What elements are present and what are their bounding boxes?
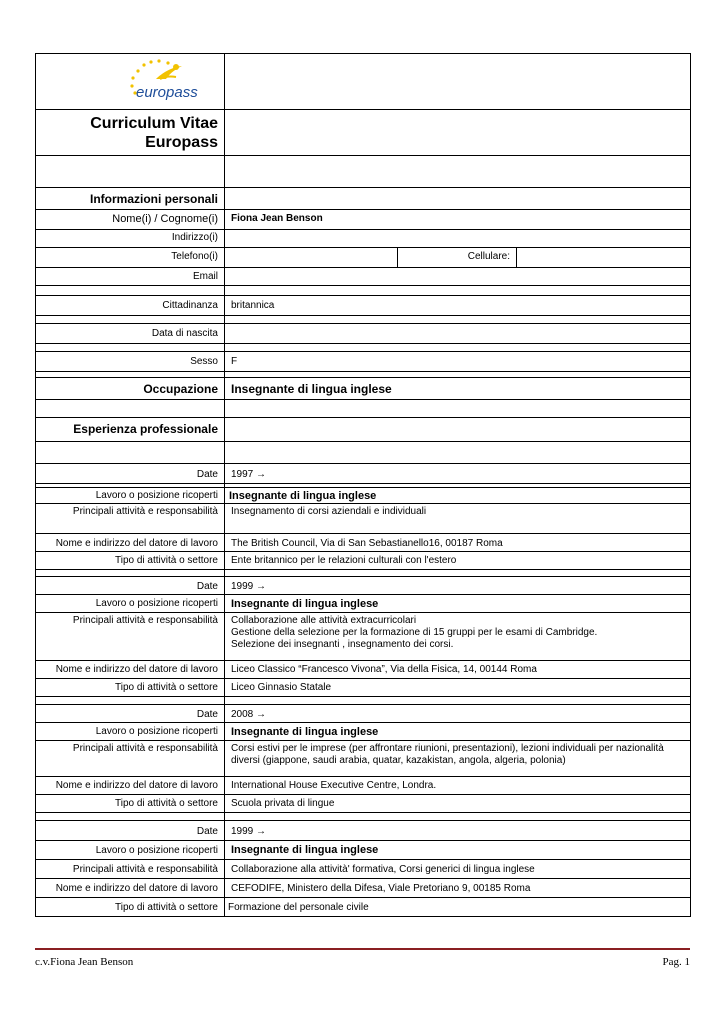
exp3-employer-label: Nome e indirizzo del datore di lavoro [36,777,225,795]
personal-info-heading: Informazioni personali [36,188,225,210]
exp3-activities: Corsi estivi per le imprese (per affrontare riunioni, presentazioni), lezioni individuali per nazionalità diversi (giappone, saudi arabia, quatar, kazakistan, angola, algeria, polonia) [225,741,691,777]
exp3-date: 2008 → [225,705,691,723]
exp1-sector: Ente britannico per le relazioni culturali con l'estero [225,552,691,570]
exp4-activities-label: Principali attività e responsabilità [36,860,225,879]
exp4-date: 1999 → [225,821,691,841]
exp1-activities-label: Principali attività e responsabilità [36,504,225,534]
exp3-sector: Scuola privata di lingue [225,795,691,813]
exp1-position: Insegnante di lingua inglese [225,488,691,504]
exp2-sector-label: Tipo di attività o settore [36,679,225,697]
exp1-date: 1997 → [225,464,691,484]
phone-value [225,248,398,267]
footer-rule [35,948,690,950]
footer-author: c.v.Fiona Jean Benson [35,956,134,968]
experience-heading: Esperienza professionale [36,418,225,442]
citizenship-value: britannica [225,296,691,316]
exp4-position: Insegnante di lingua inglese [225,841,691,860]
sex-value: F [225,352,691,372]
exp3-date-label: Date [36,705,225,723]
exp2-date-label: Date [36,577,225,595]
logo-text: europass [136,84,198,101]
mobile-value [517,248,690,267]
cv-table [35,53,691,917]
exp1-employer-label: Nome e indirizzo del datore di lavoro [36,534,225,552]
exp3-position: Insegnante di lingua inglese [225,723,691,741]
exp4-activities: Collaborazione alla attività' formativa, Corsi generici di lingua inglese [225,860,691,879]
cv-title: Curriculum Vitae Europass [36,110,225,156]
exp4-date-label: Date [36,821,225,841]
footer-page-number: Pag. 1 [662,956,690,968]
exp2-position: Insegnante di lingua inglese [225,595,691,613]
email-label: Email [36,268,225,286]
exp3-position-label: Lavoro o posizione ricoperti [36,723,225,741]
exp1-activities: Insegnamento di corsi aziendali e individuali [225,504,691,534]
exp2-date: 1999 → [225,577,691,595]
exp3-activities-label: Principali attività e responsabilità [36,741,225,777]
exp4-position-label: Lavoro o posizione ricoperti [36,841,225,860]
exp1-position-label: Lavoro o posizione ricoperti [36,488,225,504]
logo-cell [36,54,225,110]
exp3-employer: International House Executive Centre, Londra. [225,777,691,795]
exp1-employer: The British Council, Via di San Sebastianello16, 00187 Roma [225,534,691,552]
sex-label: Sesso [36,352,225,372]
citizenship-label: Cittadinanza [36,296,225,316]
exp2-activities: Collaborazione alle attività extracurricolari Gestione della selezione per la formazione di 15 gruppi per le esami di Cambridge. Selezione dei insegnanti , insegnamento dei corsi. [225,613,691,661]
europass-logo [126,57,210,103]
exp2-position-label: Lavoro o posizione ricoperti [36,595,225,613]
occupation-value: Insegnante di lingua inglese [225,378,691,400]
cv-page [35,53,690,917]
exp3-sector-label: Tipo di attività o settore [36,795,225,813]
phone-label: Telefono(i) [36,248,225,268]
occupation-label: Occupazione [36,378,225,400]
exp4-sector-label: Tipo di attività o settore [36,898,225,917]
birthdate-label: Data di nascita [36,324,225,344]
address-label: Indirizzo(i) [36,230,225,248]
exp4-employer-label: Nome e indirizzo del datore di lavoro [36,879,225,898]
name-value: Fiona Jean Benson [225,210,691,230]
exp4-employer: CEFODIFE, Ministero della Difesa, Viale Pretoriano 9, 00185 Roma [225,879,691,898]
exp2-sector: Liceo Ginnasio Statale [225,679,691,697]
name-label: Nome(i) / Cognome(i) [36,210,225,230]
exp4-sector: Formazione del personale civile [225,898,691,917]
exp1-date-label: Date [36,464,225,484]
exp2-activities-label: Principali attività e responsabilità [36,613,225,661]
exp1-sector-label: Tipo di attività o settore [36,552,225,570]
exp2-employer-label: Nome e indirizzo del datore di lavoro [36,661,225,679]
exp2-employer: Liceo Classico “Francesco Vivona”, Via della Fisica, 14, 00144 Roma [225,661,691,679]
mobile-label: Cellulare: [398,248,517,267]
